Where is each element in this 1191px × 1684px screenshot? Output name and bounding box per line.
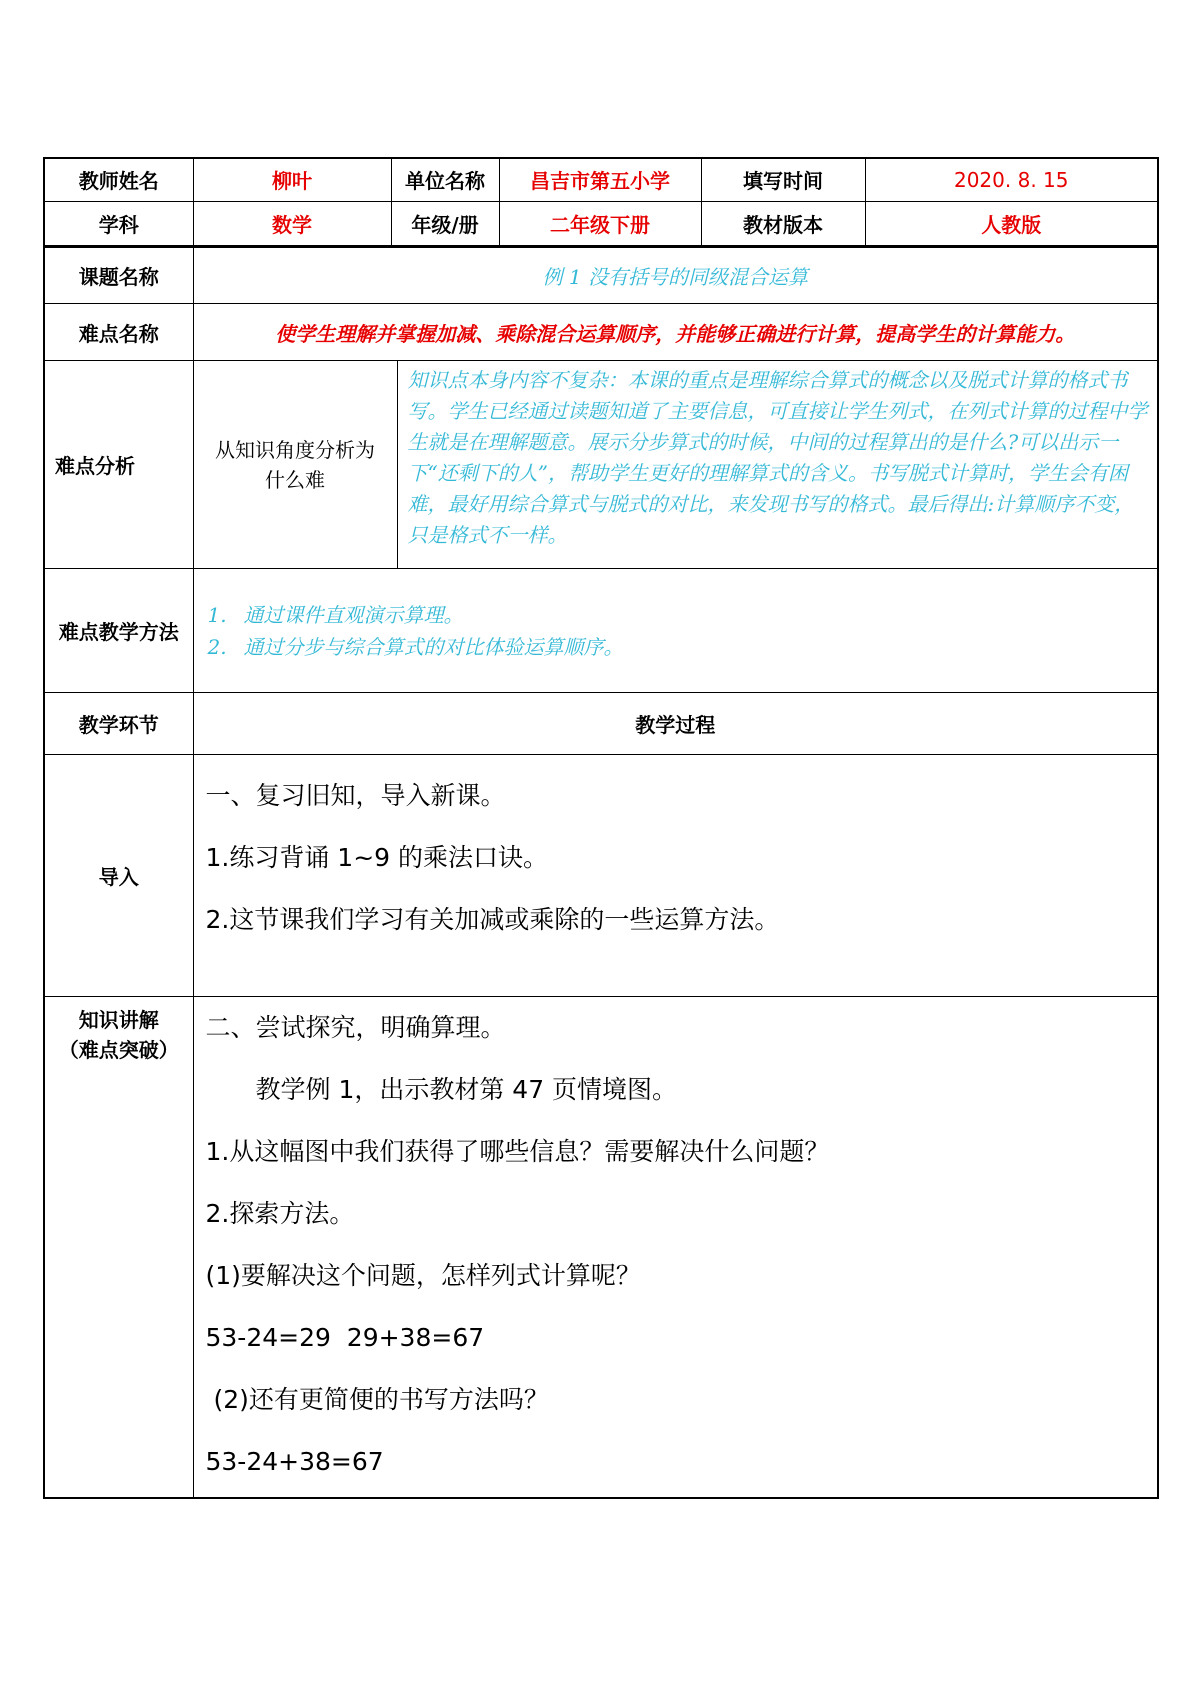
knowledge-cell (193, 997, 1158, 1498)
methods-row (44, 569, 1158, 693)
process-stage-label: 教学环节 (44, 693, 193, 755)
analysis-sub-label: 从知识角度分析为什么难 (215, 437, 375, 492)
topic-value: 例 1 没有括号的同级混合运算 (193, 248, 1158, 304)
intro-label: 导入 (44, 755, 193, 997)
grade-label: 年级/册 (391, 201, 499, 246)
difficulty-row (44, 304, 1158, 361)
unit-value: 昌吉市第五小学 (499, 158, 701, 201)
knowledge-row (44, 997, 1158, 1498)
topic-row (44, 248, 1158, 304)
intro-row (44, 755, 1158, 997)
process-header-row (44, 693, 1158, 755)
teacher-value: 柳叶 (193, 158, 391, 201)
intro-line: 2.这节课我们学习有关加减或乘除的一些运算方法。 (205, 905, 780, 934)
knowledge-line: 53-24=29 29+38=67 (205, 1323, 485, 1352)
methods-label: 难点教学方法 (44, 569, 193, 693)
knowledge-line: 53-24+38=67 (205, 1447, 384, 1476)
methods-item-number: 2. (207, 634, 227, 659)
topic-label: 课题名称 (44, 248, 193, 304)
intro-cell (193, 755, 1158, 997)
methods-item (208, 599, 1158, 631)
date-value: 2020. 8. 15 (865, 158, 1158, 201)
knowledge-line: 教学例 1，出示教材第 47 页情境图。 (205, 1075, 678, 1104)
methods-item-number: 1. (207, 602, 227, 627)
methods-item-text: 通过课件直观演示算理。 (243, 602, 464, 627)
knowledge-line: (2)还有更简便的书写方法吗？ (205, 1385, 549, 1414)
analysis-subcell (193, 361, 397, 569)
knowledge-line: 二、尝试探究，明确算理。 (205, 1013, 506, 1042)
difficulty-label: 难点名称 (44, 304, 193, 361)
header-info-table (43, 157, 1159, 247)
knowledge-line: 1.从这幅图中我们获得了哪些信息？需要解决什么问题？ (205, 1137, 830, 1166)
methods-item-text: 通过分步与综合算式的对比体验运算顺序。 (243, 634, 624, 659)
knowledge-sub-label: （难点突破） (58, 1038, 179, 1062)
analysis-text: 知识点本身内容不复杂：本课的重点是理解综合算式的概念以及脱式计算的格式书写。学生已经通过读题知道了主要信息，可直接让学生列式，在列式计算的过程中学生就是在理解题意。展示分步算式的时候，中间的过程算出的是什么?可以出示一下“还剩下的人”，帮助学生更好的理解算式的含义。书写脱式计算时，学生会有困难，最好用综合算式与脱式的对比，来发现书写的格式。最后得出:计算顺序不变，只是格式不一样。 (397, 361, 1158, 569)
knowledge-label-cell (44, 997, 193, 1498)
analysis-row (44, 361, 1158, 569)
subject-value: 数学 (193, 201, 391, 246)
subject-label: 学科 (44, 201, 193, 246)
methods-item (208, 631, 1158, 663)
methods-list (194, 599, 1158, 663)
knowledge-line: 2.探索方法。 (205, 1199, 355, 1228)
intro-line: 1.练习背诵 1~9 的乘法口诀。 (205, 843, 549, 872)
difficulty-value: 使学生理解并掌握加减、乘除混合运算顺序，并能够正确进行计算，提高学生的计算能力。 (193, 304, 1158, 361)
lesson-plan-page (43, 157, 1157, 1499)
methods-cell (193, 569, 1158, 693)
analysis-label: 难点分析 (44, 361, 193, 569)
unit-label: 单位名称 (391, 158, 499, 201)
knowledge-line: (1)要解决这个问题，怎样列式计算呢？ (205, 1261, 641, 1290)
header-row-2 (44, 201, 1158, 246)
edition-label: 教材版本 (701, 201, 865, 246)
process-label: 教学过程 (193, 693, 1158, 755)
header-row-1 (44, 158, 1158, 201)
teacher-label: 教师姓名 (44, 158, 193, 201)
date-label: 填写时间 (701, 158, 865, 201)
intro-line: 一、复习旧知，导入新课。 (205, 781, 506, 810)
main-content-table (43, 247, 1159, 1499)
knowledge-label: 知识讲解 (78, 1008, 159, 1032)
grade-value: 二年级下册 (499, 201, 701, 246)
edition-value: 人教版 (865, 201, 1158, 246)
